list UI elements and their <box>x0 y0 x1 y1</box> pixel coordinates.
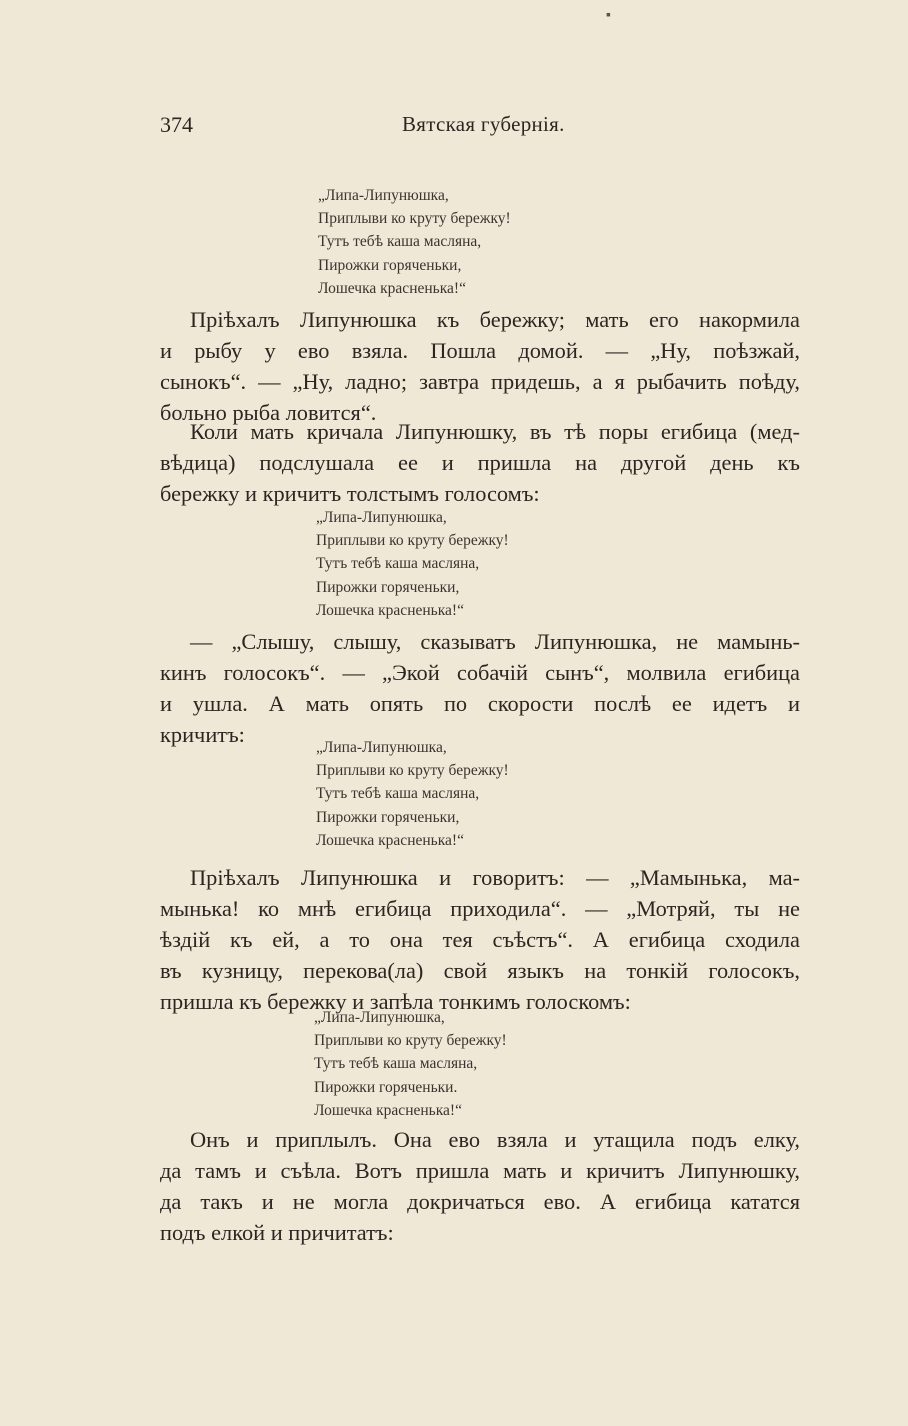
paragraph-4 <box>160 862 800 1017</box>
paragraph-5 <box>160 1124 800 1248</box>
text-line: Пріѣхалъ Липунюшка къ бережку; мать его накормила <box>190 307 800 332</box>
verse-line: Пирожки горяченьки, <box>318 256 462 274</box>
verse-line: Пирожки горяченьки, <box>316 808 460 826</box>
verse-line: Тутъ тебѣ каша масляна, <box>314 1055 478 1073</box>
text-line: больно рыба ловится“. <box>160 400 377 425</box>
verse-line: „Липа-Липунюшка, <box>316 509 447 526</box>
print-mark: ▪ <box>606 8 611 23</box>
verse-line: Приплыви ко круту бережку! <box>316 532 509 550</box>
text-line: да такъ и не могла докричаться ево. А егибица кататся <box>160 1189 800 1214</box>
text-line: въ кузницу, перекова(ла) свой языкъ на тонкій голосокъ, <box>160 958 800 983</box>
text-line: подъ елкой и причитатъ: <box>160 1220 394 1245</box>
paragraph-3 <box>160 626 800 750</box>
text-line: да тамъ и съѣла. Вотъ пришла мать и кричитъ Липунюшку, <box>160 1158 800 1183</box>
verse-block-3 <box>316 736 509 852</box>
verse-line: Лошечка красненька!“ <box>314 1101 462 1119</box>
text-line: кричитъ: <box>160 722 245 747</box>
page-number: 374 <box>160 112 193 137</box>
text-line: сынокъ“. — „Ну, ладно; завтра придешь, а я рыбачить поѣду, <box>160 369 800 394</box>
verse-block-4 <box>314 1006 507 1122</box>
text-line: пришла къ бережку и запѣла тонкимъ голоскомъ: <box>160 989 631 1014</box>
text-line: Пріѣхалъ Липунюшка и говоритъ: — „Мамынька, ма- <box>190 865 800 890</box>
verse-line: Приплыви ко круту бережку! <box>314 1032 507 1050</box>
verse-block-1 <box>318 184 511 300</box>
verse-line: Пирожки горяченьки, <box>316 578 460 596</box>
verse-line: Тутъ тебѣ каша масляна, <box>318 233 482 251</box>
paragraph-1 <box>160 304 800 428</box>
verse-block-2 <box>316 506 509 622</box>
text-line: Коли мать кричала Липунюшку, въ тѣ поры егибица (мед- <box>190 419 800 444</box>
verse-line: Приплыви ко круту бережку! <box>316 762 509 780</box>
text-line: ѣздій къ ей, а то она тея съѣстъ“. А егибица сходила <box>160 927 800 952</box>
verse-line: Лошечка красненька!“ <box>316 601 464 619</box>
verse-line: Лошечка красненька!“ <box>318 279 466 297</box>
text-line: вѣдица) подслушала ее и пришла на другой день къ <box>160 450 800 475</box>
verse-line: Пирожки горяченьки. <box>314 1078 458 1096</box>
verse-line: Тутъ тебѣ каша масляна, <box>316 555 480 573</box>
text-line: — „Слышу, слышу, сказыватъ Липунюшка, не мамынь- <box>190 629 800 654</box>
text-line: кинъ голосокъ“. — „Экой собачій сынъ“, молвила егибица <box>160 660 800 685</box>
text-line: Онъ и приплылъ. Она ево взяла и утащила подъ елку, <box>190 1127 800 1152</box>
text-line: бережку и кричитъ толстымъ голосомъ: <box>160 481 540 506</box>
verse-line: Лошечка красненька!“ <box>316 831 464 849</box>
page-header <box>160 112 800 142</box>
text-line: и рыбу у ево взяла. Пошла домой. — „Ну, поѣзжай, <box>160 338 800 363</box>
running-title: Вятская губернія. <box>402 112 565 136</box>
text-line: и ушла. А мать опять по скорости послѣ ее идетъ и <box>160 691 800 716</box>
verse-line: „Липа-Липунюшка, <box>314 1009 445 1026</box>
text-line: мынька! ко мнѣ егибица приходила“. — „Мотряй, ты не <box>160 896 800 921</box>
verse-line: „Липа-Липунюшка, <box>316 739 447 756</box>
paragraph-2 <box>160 416 800 509</box>
verse-line: „Липа-Липунюшка, <box>318 187 449 204</box>
verse-line: Приплыви ко круту бережку! <box>318 210 511 228</box>
verse-line: Тутъ тебѣ каша масляна, <box>316 785 480 803</box>
